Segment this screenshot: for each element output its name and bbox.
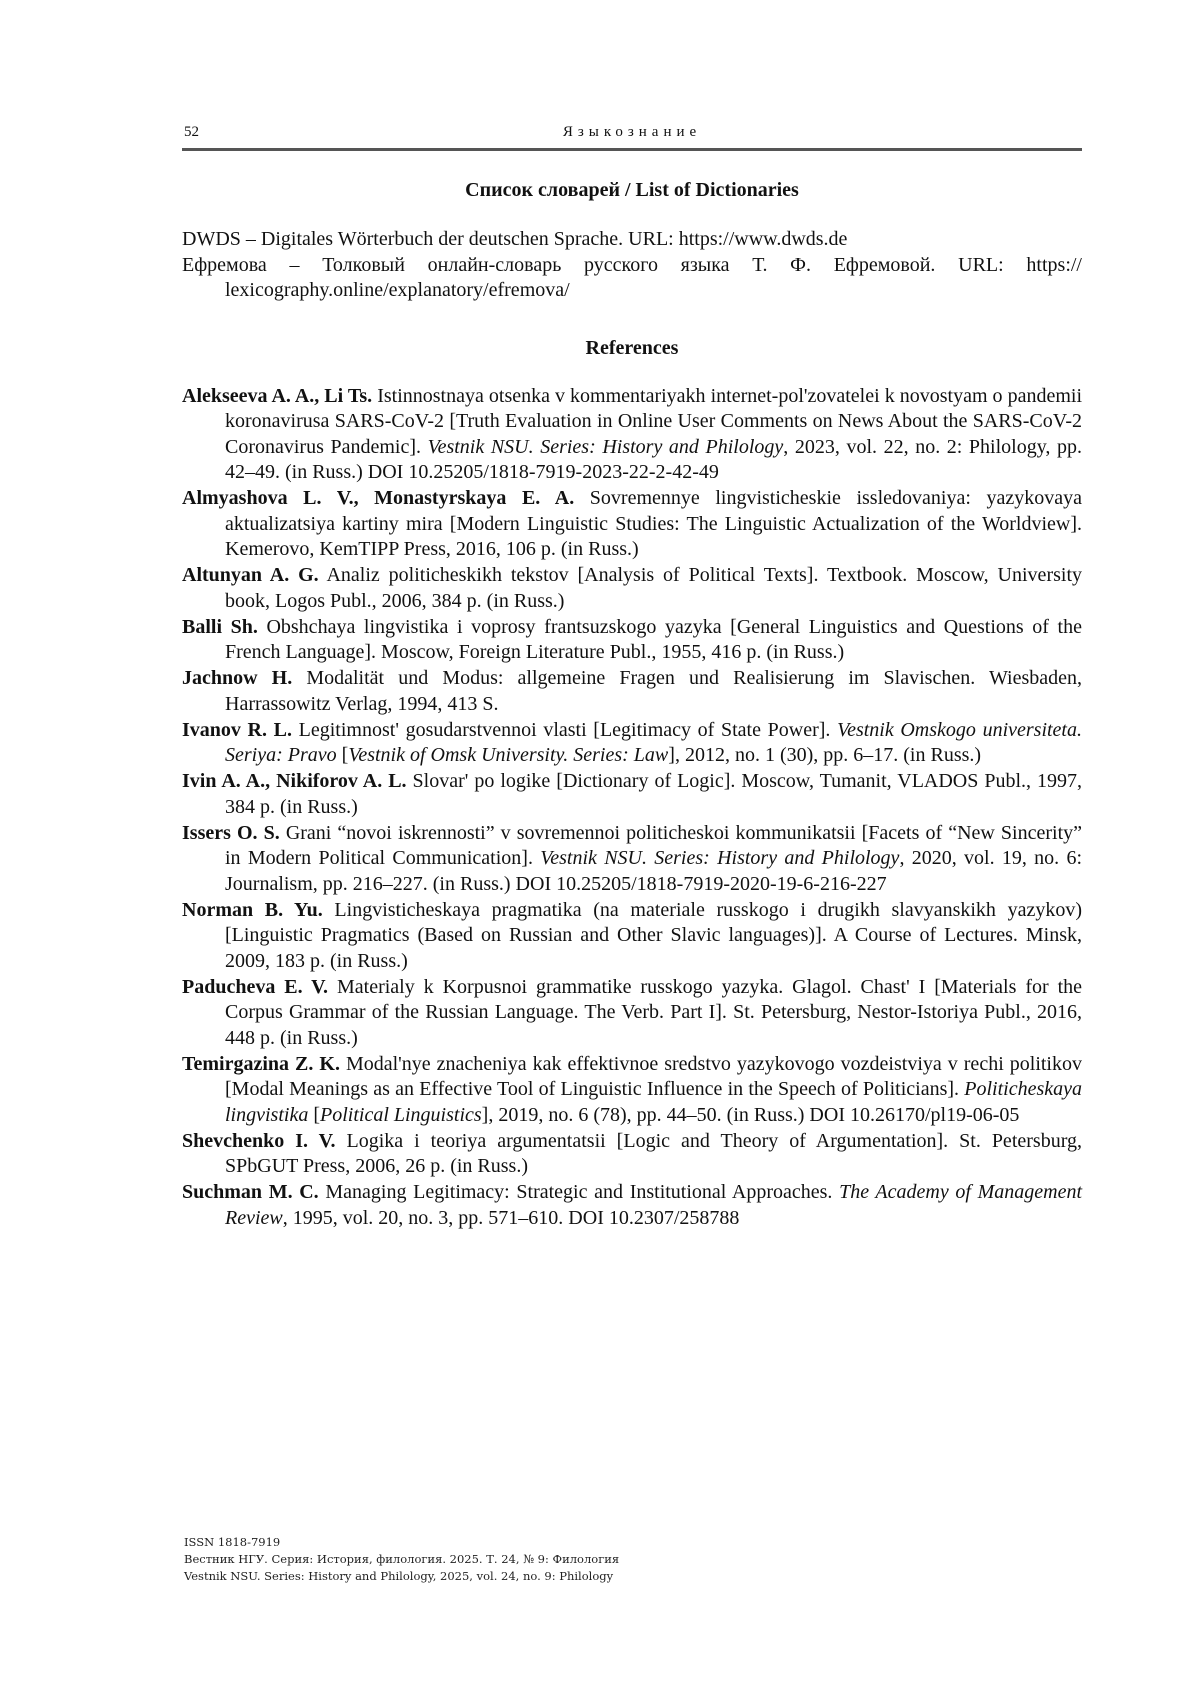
reference-author: Paducheva E. V.	[182, 975, 329, 998]
reference-source-title: The Academy of Management Review	[225, 1181, 1083, 1229]
reference-entry	[182, 975, 1082, 1052]
reference-text: , 2023, vol. 22, no. 2: Philology, pp. 42–49. (in Russ.) DOI 10.25205/1818-7919-2023-22-2-42-49	[225, 435, 1083, 483]
dictionaries-heading: Список словарей / List of Dictionaries	[465, 179, 799, 201]
dictionaries-list	[182, 227, 1082, 304]
reference-entry	[182, 1180, 1082, 1231]
reference-entry	[182, 1129, 1082, 1180]
reference-entry	[182, 486, 1082, 563]
reference-author: Jachnow H.	[182, 667, 293, 689]
reference-text: [	[308, 1103, 320, 1126]
reference-author: Almyashova L. V., Monastyrskaya E. A.	[182, 487, 575, 509]
reference-entry	[182, 769, 1082, 820]
reference-entry	[182, 666, 1082, 717]
references-heading: References	[585, 336, 679, 359]
page-body	[182, 120, 1082, 1232]
dictionary-entry	[182, 253, 1082, 304]
reference-text: Lingvisticheskaya pragmatika (na materiale russkogo i drugikh slavyanskikh yazykov) [Linguistic Pragmatics (Based on Russian and Other Slavic languages)]. A Course of Lectures. Minsk, 2009, 183 p. (in Russ.)	[225, 898, 1082, 972]
reference-text: Managing Legitimacy: Strategic and Institutional Approaches.	[318, 1181, 840, 1203]
dictionary-text: DWDS – Digitales Wörterbuch der deutschen Sprache. URL: https://www.dwds.de	[182, 228, 848, 250]
reference-entry	[182, 821, 1082, 898]
reference-text: Analiz politicheskikh tekstov [Analysis of Political Texts]. Textbook. Moscow, University book, Logos Publ., 2006, 384 p. (in Russ.)	[225, 564, 1082, 612]
page-number: 52	[184, 124, 199, 140]
reference-source-title: Vestnik NSU. Series: History and Philology	[540, 847, 900, 869]
reference-text: Modal'nye znacheniya kak effektivnoe sredstvo yazykovogo vozdeistviya v rechi politikov [Modal Meanings as an Effective Tool of Linguistic Influence in the Speech of Politicians].	[225, 1052, 1082, 1100]
reference-author: Temirgazina Z. K.	[182, 1052, 340, 1075]
reference-entry	[182, 563, 1082, 614]
reference-author: Ivanov R. L.	[182, 718, 292, 741]
section-title: Языкознание	[562, 124, 702, 140]
reference-author: Ivin A. A., Nikiforov A. L.	[182, 770, 407, 792]
reference-text: Grani “novoi iskrennosti” v sovremennoi politicheskoi kommunikatsii [Facets of “New Sincerity” in Modern Political Communication].	[225, 821, 1082, 869]
reference-author: Norman B. Yu.	[182, 898, 323, 921]
reference-source-title: Vestnik Omskogo universiteta. Seriya: Pravo	[225, 718, 1082, 766]
journal-citation-en: Vestnik NSU. Series: History and Philology, 2025, vol. 24, no. 9: Philology	[184, 1569, 614, 1583]
reference-text: Sovremennye lingvisticheskie issledovaniya: yazykovaya aktualizatsiya kartiny mira [Modern Linguistic Studies: The Linguistic Actualization of the Worldview]. Kemerovo, KemTIPP Press, 2016, 106 p. (in Russ.)	[225, 487, 1082, 560]
reference-text: Slovar' po logike [Dictionary of Logic]. Moscow, Tumanit, VLADOS Publ., 1997, 384 p. (in Russ.)	[225, 770, 1082, 818]
reference-text: [	[336, 744, 349, 766]
reference-author: Shevchenko I. V.	[182, 1129, 336, 1152]
reference-text: Legitimnost' gosudarstvennoi vlasti [Legitimacy of State Power].	[292, 718, 838, 741]
reference-author: Suchman M. C.	[182, 1181, 319, 1203]
reference-author: Alekseeva A. A., Li Ts.	[182, 384, 373, 407]
running-head	[182, 120, 1082, 148]
reference-text: Modalität und Modus: allgemeine Fragen und Realisierung im Slavischen. Wiesbaden, Harrassowitz Verlag, 1994, 413 S.	[225, 667, 1082, 715]
reference-entry	[182, 384, 1082, 486]
reference-text: , 2020, vol. 19, no. 6: Journalism, pp. 216–227. (in Russ.) DOI 10.25205/1818-7919-2020-19-6-216-227	[225, 847, 1083, 895]
reference-entry	[182, 718, 1082, 769]
reference-source-title: Vestnik of Omsk University. Series: Law	[348, 744, 669, 766]
references-list	[182, 384, 1082, 1232]
reference-entry	[182, 898, 1082, 975]
issn: ISSN 1818-7919	[184, 1535, 281, 1549]
reference-source-title: Vestnik NSU. Series: History and Philology	[427, 435, 784, 458]
reference-author: Balli Sh.	[182, 615, 258, 638]
reference-text: ], 2019, no. 6 (78), pp. 44–50. (in Russ.) DOI 10.26170/pl19-06-05	[481, 1103, 1020, 1126]
reference-author: Issers O. S.	[182, 821, 280, 844]
dictionary-entry	[182, 227, 1082, 253]
reference-author: Altunyan A. G.	[182, 564, 319, 586]
reference-text: Logika i teoriya argumentatsii [Logic and Theory of Argumentation]. St. Petersburg, SPbGUT Press, 2006, 26 p. (in Russ.)	[225, 1129, 1082, 1177]
reference-text: Materialy k Korpusnoi grammatike russkogo yazyka. Glagol. Chast' I [Materials for the Corpus Grammar of the Russian Language. The Verb. Part I]. St. Petersburg, Nestor-Istoriya Publ., 2016, 448 p. (in Russ.)	[225, 975, 1083, 1049]
header-rule	[182, 148, 1082, 151]
journal-citation-ru: Вестник НГУ. Серия: История, филология. 2025. Т. 24, № 9: Филология	[184, 1552, 620, 1566]
journal-footer	[184, 1534, 619, 1585]
reference-text: Istinnostnaya otsenka v kommentariyakh internet-pol'zovatelei k novostyam o pandemii koronavirusa SARS-CoV-2 [Truth Evaluation in Online User Comments on News About the SARS-CoV-2 Coronavirus Pandemic].	[225, 384, 1082, 458]
reference-source-title: Political Linguistics	[320, 1103, 482, 1126]
reference-source-title: Politicheskaya lingvistika	[225, 1078, 1082, 1126]
reference-entry	[182, 1052, 1082, 1129]
reference-text: , 1995, vol. 20, no. 3, pp. 571–610. DOI 10.2307/258788	[282, 1206, 740, 1229]
reference-text: ], 2012, no. 1 (30), pp. 6–17. (in Russ.)	[668, 744, 982, 766]
dictionary-text: Ефремова – Толковый онлайн-словарь русского языка Т. Ф. Ефремовой. URL: https:// lexicography.online/explanatory/efremova/	[182, 253, 1082, 301]
reference-text: Obshchaya lingvistika i voprosy frantsuzskogo yazyka [General Linguistics and Questions of the French Language]. Moscow, Foreign Literature Publ., 1955, 416 p. (in Russ.)	[225, 615, 1082, 663]
reference-entry	[182, 615, 1082, 666]
